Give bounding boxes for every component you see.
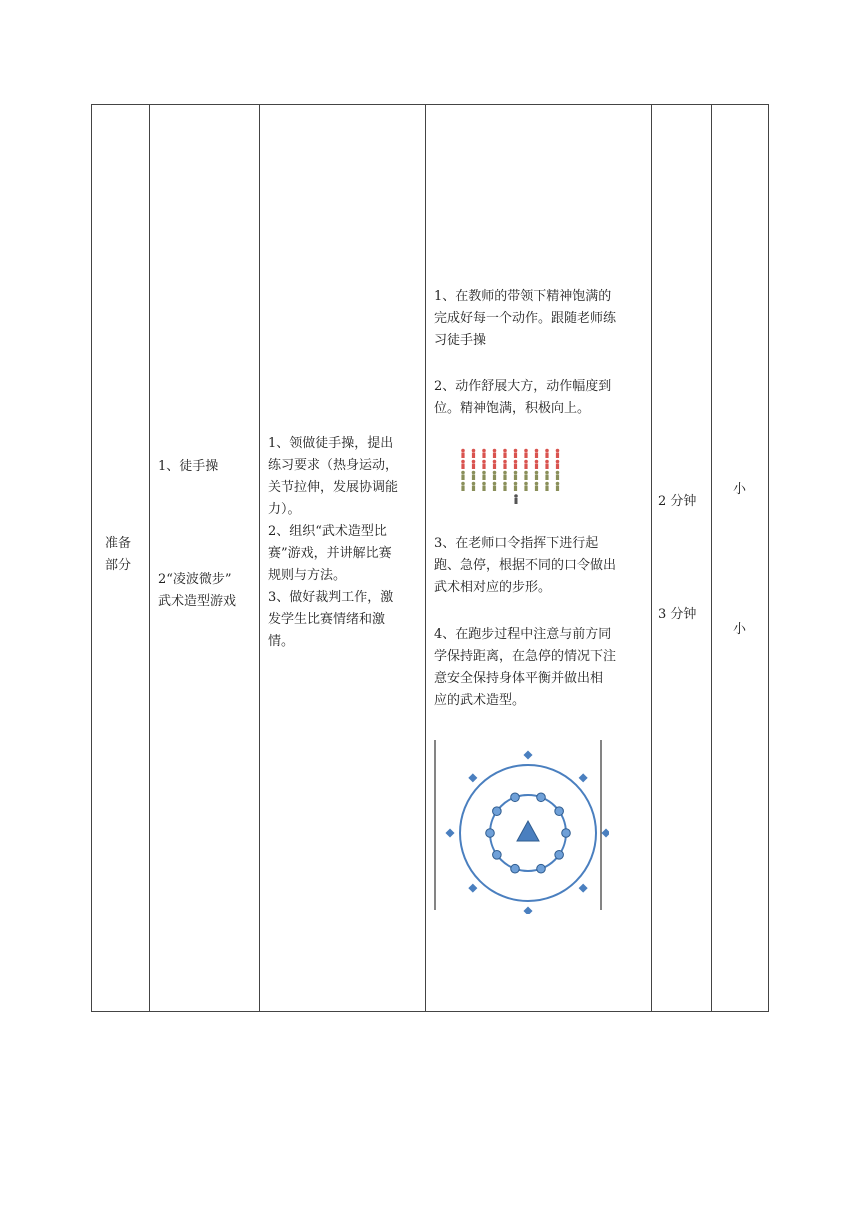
marker-diamond-icon [445, 828, 454, 837]
teacher-triangle-icon [517, 821, 539, 841]
person-figure-icon [556, 471, 560, 480]
person-figure-icon [524, 449, 528, 458]
student-dot-icon [555, 807, 564, 816]
section-label [105, 533, 149, 577]
person-figure-icon [482, 471, 486, 480]
student-para-2 [434, 376, 649, 420]
instructor-figure-icon [514, 494, 518, 504]
person-figure-icon [524, 460, 528, 469]
person-figure-icon [514, 482, 518, 491]
person-figure-icon [524, 471, 528, 480]
person-figure-icon [472, 471, 476, 480]
teacher-text-line: 力）。 [268, 502, 301, 517]
content-item-text: 2“凌波微步” [158, 572, 232, 587]
teacher-text-line: 关节拉伸，发展协调能 [268, 480, 399, 495]
person-figure-icon [482, 482, 486, 491]
teacher-text-line: 规则与方法。 [268, 568, 347, 583]
lesson-table [91, 104, 769, 1012]
intensity-2 [733, 619, 753, 641]
student-dot-icon [493, 850, 502, 859]
person-figure-icon [556, 482, 560, 491]
person-figure-icon [461, 482, 465, 491]
person-figure-icon [545, 482, 549, 491]
student-dot-icon [562, 829, 571, 838]
student-text-line: 意安全保持身体平衡并做出相 [434, 671, 604, 686]
student-text-line: 武术相对应的步形。 [434, 580, 552, 595]
teacher-text-line: 练习要求（热身运动， [268, 458, 399, 473]
content-item-text: 武术造型游戏 [158, 594, 237, 609]
time-text: 3 分钟 [658, 607, 697, 622]
marker-diamond-icon [523, 906, 532, 914]
student-text-line: 习徒手操 [434, 333, 487, 348]
marker-diamond-icon [468, 773, 477, 782]
time-text: 2 分钟 [658, 494, 697, 509]
content-item-1 [158, 456, 258, 478]
student-text-line: 位。精神饱满，积极向上。 [434, 401, 591, 416]
student-text-line: 1、在教师的带领下精神饱满的 [434, 289, 612, 304]
marker-diamond-icon [468, 884, 477, 893]
formation-figure-grid [460, 447, 565, 507]
student-text-line: 2、动作舒展大方，动作幅度到 [434, 379, 612, 394]
person-figure-icon [493, 449, 497, 458]
student-text-line: 3、在老师口令指挥下进行起 [434, 536, 599, 551]
student-text-line: 学保持距离，在急停的情况下注 [434, 649, 617, 664]
teacher-text-line: 情。 [268, 634, 295, 649]
student-dot-icon [486, 829, 495, 838]
person-figure-icon [514, 449, 518, 458]
person-figure-icon [514, 471, 518, 480]
teacher-text-line: 2、组织“武术造型比 [268, 524, 387, 539]
section-label-line: 准备 [105, 536, 132, 551]
student-dot-icon [511, 864, 520, 873]
person-figure-icon [556, 460, 560, 469]
column-divider [651, 105, 652, 1011]
person-figure-icon [493, 482, 497, 491]
student-text-line: 4、在跑步过程中注意与前方同 [434, 627, 612, 642]
teacher-text-line: 1、领做徒手操，提出 [268, 436, 394, 451]
student-text-line: 完成好每一个动作。跟随老师练 [434, 311, 617, 326]
student-para-3 [434, 533, 649, 599]
teacher-guidance [268, 433, 426, 653]
person-figure-icon [514, 460, 518, 469]
student-dot-icon [511, 793, 520, 802]
marker-diamond-icon [601, 828, 609, 837]
person-figure-icon [482, 449, 486, 458]
teacher-text-line: 赛”游戏，并讲解比赛 [268, 546, 392, 561]
person-figure-icon [461, 449, 465, 458]
person-figure-icon [545, 460, 549, 469]
column-divider [259, 105, 260, 1011]
student-para-1 [434, 286, 649, 352]
person-figure-icon [545, 449, 549, 458]
person-figure-icon [524, 482, 528, 491]
student-text-line: 应的武术造型。 [434, 693, 526, 708]
person-figure-icon [472, 460, 476, 469]
section-label-line: 部分 [105, 558, 132, 573]
person-figure-icon [535, 471, 539, 480]
person-figure-icon [503, 482, 507, 491]
person-figure-icon [493, 460, 497, 469]
student-text-line: 跑、急停，根据不同的口令做出 [434, 558, 617, 573]
student-para-4 [434, 624, 649, 712]
time-1 [658, 491, 714, 513]
intensity-text: 小 [733, 622, 747, 637]
intensity-1 [733, 479, 753, 501]
person-figure-icon [493, 471, 497, 480]
person-figure-icon [503, 471, 507, 480]
person-figure-icon [461, 460, 465, 469]
marker-diamond-icon [523, 750, 532, 759]
person-figure-icon [472, 482, 476, 491]
student-dot-icon [537, 864, 546, 873]
person-figure-icon [545, 471, 549, 480]
content-item-text: 1、徒手操 [158, 459, 219, 474]
student-dot-icon [555, 850, 564, 859]
marker-diamond-icon [579, 773, 588, 782]
teacher-text-line: 3、做好裁判工作，激 [268, 590, 394, 605]
person-figure-icon [482, 460, 486, 469]
teacher-text-line: 发学生比赛情绪和激 [268, 612, 386, 627]
person-figure-icon [556, 449, 560, 458]
person-figure-icon [535, 460, 539, 469]
content-item-2 [158, 569, 258, 613]
person-figure-icon [503, 449, 507, 458]
person-figure-icon [535, 449, 539, 458]
person-figure-icon [503, 460, 507, 469]
circle-formation-diagram [433, 738, 609, 914]
student-dot-icon [493, 807, 502, 816]
student-dot-icon [537, 793, 546, 802]
marker-diamond-icon [579, 884, 588, 893]
time-2 [658, 604, 714, 626]
column-divider [711, 105, 712, 1011]
column-divider [149, 105, 150, 1011]
person-figure-icon [535, 482, 539, 491]
intensity-text: 小 [733, 482, 747, 497]
person-figure-icon [461, 471, 465, 480]
person-figure-icon [472, 449, 476, 458]
